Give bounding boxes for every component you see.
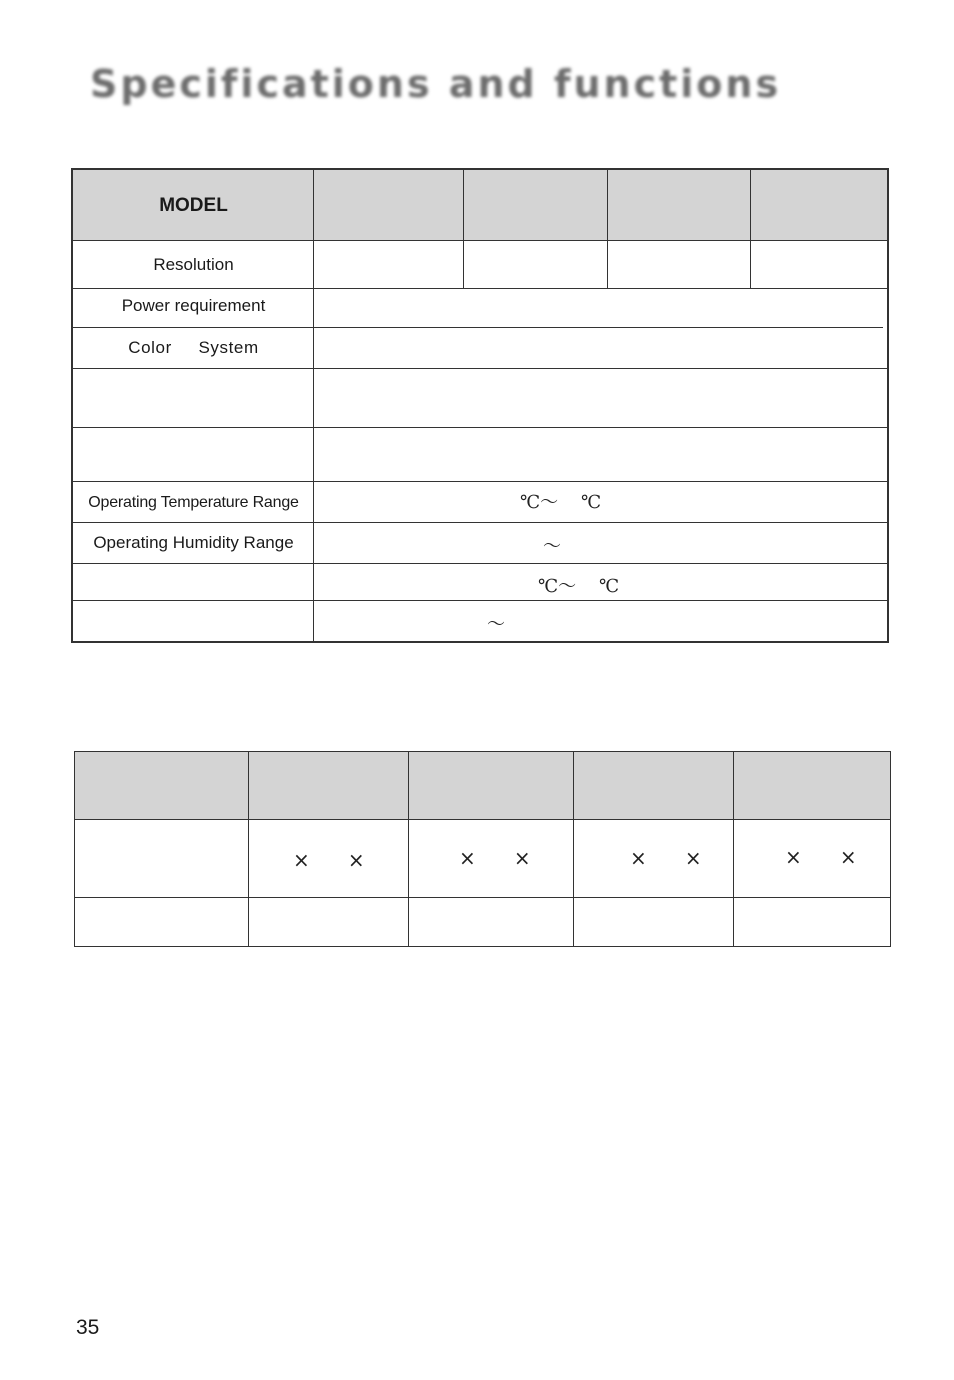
color-system-label: Color System (128, 337, 259, 357)
dimension-cell-4: × × (785, 845, 857, 869)
operating-temperature-value: ℃～ ℃ (520, 492, 602, 513)
spec-row-10-label (73, 600, 314, 643)
power-requirement-label: Power requirement (121, 296, 266, 315)
dimension-cell-2: × × (459, 846, 531, 870)
dimension-table (74, 751, 891, 947)
page-number: 35 (76, 1316, 100, 1339)
spec-row-5-label (73, 368, 314, 427)
operating-humidity-label: Operating Humidity Range (93, 532, 294, 552)
dimension-cell-3: × × (630, 846, 702, 870)
operating-temperature-label: Operating Temperature Range (88, 493, 299, 511)
operating-humidity-value: ～ (543, 536, 561, 557)
dimension-cell-1: × × (293, 848, 365, 872)
spec-row-9-value: ℃～ ℃ (538, 576, 620, 597)
spec-row-10-value: ～ (487, 614, 505, 635)
resolution-label: Resolution (153, 254, 234, 274)
dimension-table-header (75, 752, 890, 819)
page-title: Specifications and functions (90, 62, 782, 106)
spec-row-6-label (73, 427, 314, 481)
model-label: MODEL (159, 194, 228, 216)
spec-row-9-label (73, 563, 314, 600)
spec-table (71, 168, 889, 643)
